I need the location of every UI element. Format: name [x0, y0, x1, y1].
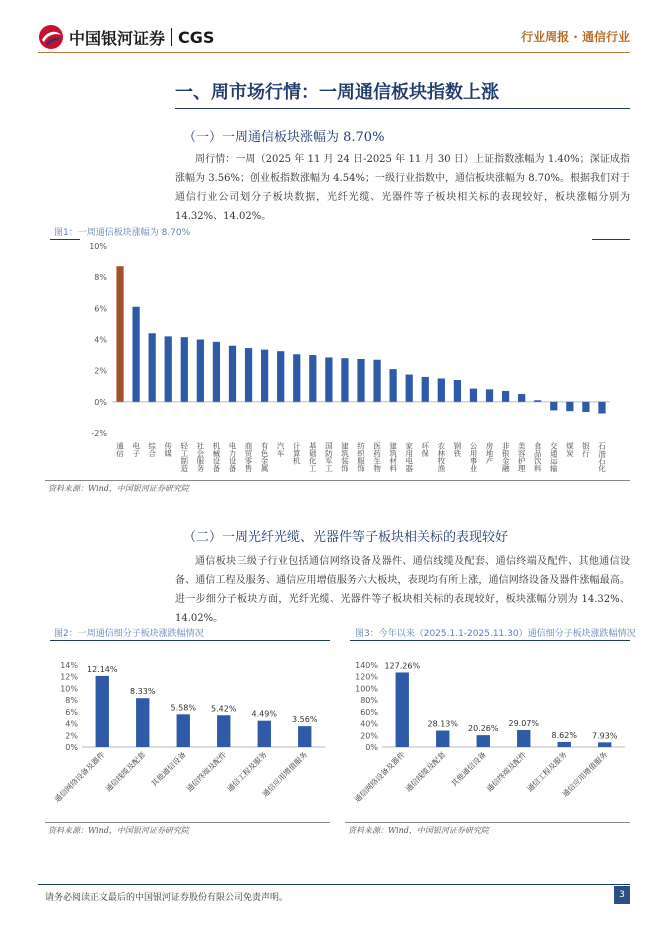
data-label: 4.49% [251, 709, 277, 719]
category-label: 煤炭 [565, 442, 575, 457]
chart-industry-weekly-change [50, 240, 630, 480]
category-label: 汽车 [276, 442, 286, 457]
y-tick-label: 100% [355, 684, 378, 694]
data-label: 7.93% [592, 731, 618, 741]
category-label: 通信终端及配件 [484, 750, 529, 794]
logo-divider [171, 28, 172, 46]
bar [96, 676, 109, 747]
bar [165, 336, 172, 401]
category-label: 通信工程及服务 [225, 750, 269, 794]
y-tick-label: 12% [60, 672, 78, 682]
bar [116, 266, 123, 402]
y-tick-label: 0% [365, 743, 378, 752]
bar [309, 355, 316, 402]
bar [486, 389, 493, 401]
fig2-caption: 图2：一周通信细分子板块涨跌幅情况 [54, 629, 204, 639]
category-label: 其他通信设备 [149, 750, 188, 789]
bar [454, 380, 461, 402]
bar [325, 357, 332, 401]
category-label: 社会服务 [195, 442, 205, 472]
category-label: 通信线缆及配套 [103, 750, 148, 794]
bar [177, 714, 190, 747]
data-label: 127.26% [384, 661, 421, 671]
chart-subsector-ytd [350, 645, 635, 820]
bar [550, 402, 557, 411]
category-label: 房地产 [485, 442, 495, 465]
category-label: 电力设备 [227, 442, 237, 472]
bar [396, 672, 409, 747]
category-label: 有色金属 [260, 442, 270, 472]
category-label: 电子 [131, 442, 141, 457]
fig3-caption: 图3：今年以来（2025.1.1-2025.11.30）通信细分子板块涨跌幅情况 [355, 629, 636, 639]
bar [436, 731, 449, 747]
y-tick-label: 60% [360, 707, 378, 717]
category-label: 银行 [581, 442, 591, 457]
fig2-caption-line [50, 640, 330, 641]
category-label: 环保 [420, 442, 430, 457]
data-label: 29.07% [508, 718, 540, 728]
report-type: 行业周报 · 通信行业 [521, 30, 630, 44]
bar [477, 735, 490, 747]
brand-logo [38, 22, 214, 52]
y-tick-label: 80% [360, 696, 378, 706]
category-label: 轻工制造 [179, 442, 189, 472]
bar [341, 358, 348, 402]
category-label: 商贸零售 [244, 442, 254, 472]
bar [357, 359, 364, 402]
data-label: 28.13% [427, 719, 459, 729]
category-label: 交通运输 [549, 442, 559, 472]
data-label: 8.62% [551, 730, 577, 740]
fig2-source-line [45, 822, 330, 823]
category-label: 通信 [115, 442, 125, 457]
bar [217, 715, 230, 747]
bar [277, 351, 284, 402]
y-tick-label: 6% [94, 304, 107, 314]
bar [566, 402, 573, 411]
y-tick-label: 8% [94, 273, 107, 283]
fig1-source: 资料来源：Wind，中国银河证券研究院 [48, 484, 189, 493]
y-tick-label: 120% [355, 672, 378, 682]
y-tick-label: 40% [360, 719, 378, 729]
footer-disclaimer: 请务必阅读正文最后的中国银河证券股份有限公司免责声明。 [45, 893, 289, 903]
category-label: 美容护理 [517, 442, 527, 472]
bar [517, 730, 530, 747]
category-label: 传媒 [163, 442, 173, 457]
y-tick-label: 8% [65, 696, 78, 706]
category-label: 纺织服饰 [356, 442, 366, 472]
y-tick-label: 20% [360, 731, 378, 741]
category-label: 石油石化 [597, 442, 607, 472]
subsection-title-2: （二）一周光纤光缆、光器件等子板块相关标的表现较好 [183, 530, 509, 545]
chart-subsector-weekly [50, 645, 335, 820]
category-label: 通信应用增值服务 [260, 750, 310, 799]
category-label: 钢铁 [452, 442, 462, 457]
category-label: 基础化工 [308, 442, 318, 472]
y-tick-label: 14% [60, 661, 78, 670]
category-label: 医药生物 [372, 442, 382, 472]
paragraph-2: 通信板块三级子行业包括通信网络设备及器件、通信线缆及配套、通信终端及配件、其他通信设备、通信工程及服务、通信应用增值服务六大板块，表现均有所上涨，通信网络设备及器件涨幅最高。进一步细分子板块方面，光纤光缆、光器件等子板块相关标的表现较好，板块涨幅分别为 14.32%、14.02%。 [175, 556, 630, 624]
paragraph-1: 周行情：一周（2025 年 11 月 24 日-2025 年 11 月 30 日）上证指数涨幅为 1.40%；深证成指涨幅为 3.56%；创业板指数涨幅为 4.54%；一级行业指数中，通信板块涨幅为 8.70%。根据我们对于通信行业公司划分子板块数据，光纤光缆、光器件等子板块相关标的表现较好，板块涨幅分别为 14.32%、14.02%。 [175, 154, 630, 222]
y-tick-label: 10% [60, 684, 78, 694]
y-tick-label: 4% [65, 719, 78, 729]
data-label: 8.33% [130, 687, 156, 697]
data-label: 12.14% [86, 664, 118, 674]
category-label: 国防军工 [324, 442, 334, 472]
category-label: 非银金融 [501, 442, 511, 472]
y-tick-label: 2% [65, 731, 78, 741]
bar [149, 333, 156, 402]
y-tick-label: 10% [89, 242, 107, 251]
category-label: 通信线缆及配套 [403, 750, 448, 794]
data-label: 5.58% [170, 703, 196, 713]
category-label: 建筑材料 [388, 442, 398, 472]
fig3-source: 资料来源：Wind，中国银河证券研究院 [348, 826, 489, 835]
category-label: 通信应用增值服务 [560, 750, 610, 799]
footer-divider [38, 884, 630, 885]
section-divider [175, 108, 630, 109]
fig2-source: 资料来源：Wind，中国银河证券研究院 [48, 826, 189, 835]
bar [502, 391, 509, 402]
y-tick-label: 6% [65, 707, 78, 717]
bar [181, 337, 188, 402]
bar [373, 360, 380, 402]
subsection-title-1: （一）一周通信板块涨幅为 8.70% [183, 130, 385, 145]
bar [245, 348, 252, 402]
data-label: 5.42% [211, 704, 237, 714]
category-label: 综合 [147, 442, 157, 457]
category-label: 公用事业 [468, 442, 478, 472]
category-label: 家用电器 [404, 442, 414, 472]
category-label: 机械设备 [211, 442, 221, 472]
y-tick-label: -2% [91, 429, 107, 438]
bar [598, 402, 605, 414]
category-label: 其他通信设备 [449, 750, 488, 789]
section-title: 一、周市场行情：一周通信板块指数上涨 [175, 82, 499, 103]
bar [470, 389, 477, 402]
category-label: 通信网络设备及器件 [352, 750, 407, 805]
fig1-caption: 图1：一周通信板块涨幅为 8.70% [54, 228, 191, 238]
category-label: 通信终端及配件 [184, 750, 229, 794]
category-label: 建筑装饰 [340, 442, 350, 472]
data-label: 20.26% [467, 724, 499, 734]
y-tick-label: 0% [94, 397, 107, 407]
data-label: 3.56% [292, 715, 318, 725]
y-tick-label: 2% [94, 366, 107, 376]
bar [518, 394, 525, 402]
logo-text: 中国银河证券 [69, 28, 166, 48]
category-label: 通信网络设备及器件 [52, 750, 107, 805]
y-tick-label: 4% [94, 335, 107, 345]
y-tick-label: 0% [65, 743, 78, 752]
y-tick-label: 140% [355, 661, 378, 670]
category-label: 计算机 [292, 442, 302, 465]
bar [598, 742, 611, 747]
bar [390, 369, 397, 402]
category-label: 食品饮料 [533, 442, 543, 472]
bar [534, 400, 541, 402]
bar [406, 375, 413, 402]
category-label: 农林牧渔 [436, 442, 446, 472]
fig3-source-line [345, 822, 630, 823]
bar [213, 342, 220, 402]
bar [136, 698, 149, 747]
page-number: 3 [614, 886, 630, 904]
logo-cgs: CGS [178, 27, 215, 47]
bar [438, 378, 445, 401]
bar [229, 346, 236, 402]
bar [197, 340, 204, 402]
bar [132, 307, 139, 402]
bar [261, 350, 268, 402]
category-label: 通信工程及服务 [525, 750, 569, 794]
bar [582, 402, 589, 412]
bar [558, 742, 571, 747]
bar [298, 726, 311, 747]
bar [258, 721, 271, 747]
bar [422, 377, 429, 402]
fig1-source-line [45, 480, 630, 481]
fig3-caption-line [350, 640, 630, 641]
galaxy-logo-icon [38, 24, 64, 50]
bar [293, 354, 300, 402]
header-divider [38, 52, 630, 53]
